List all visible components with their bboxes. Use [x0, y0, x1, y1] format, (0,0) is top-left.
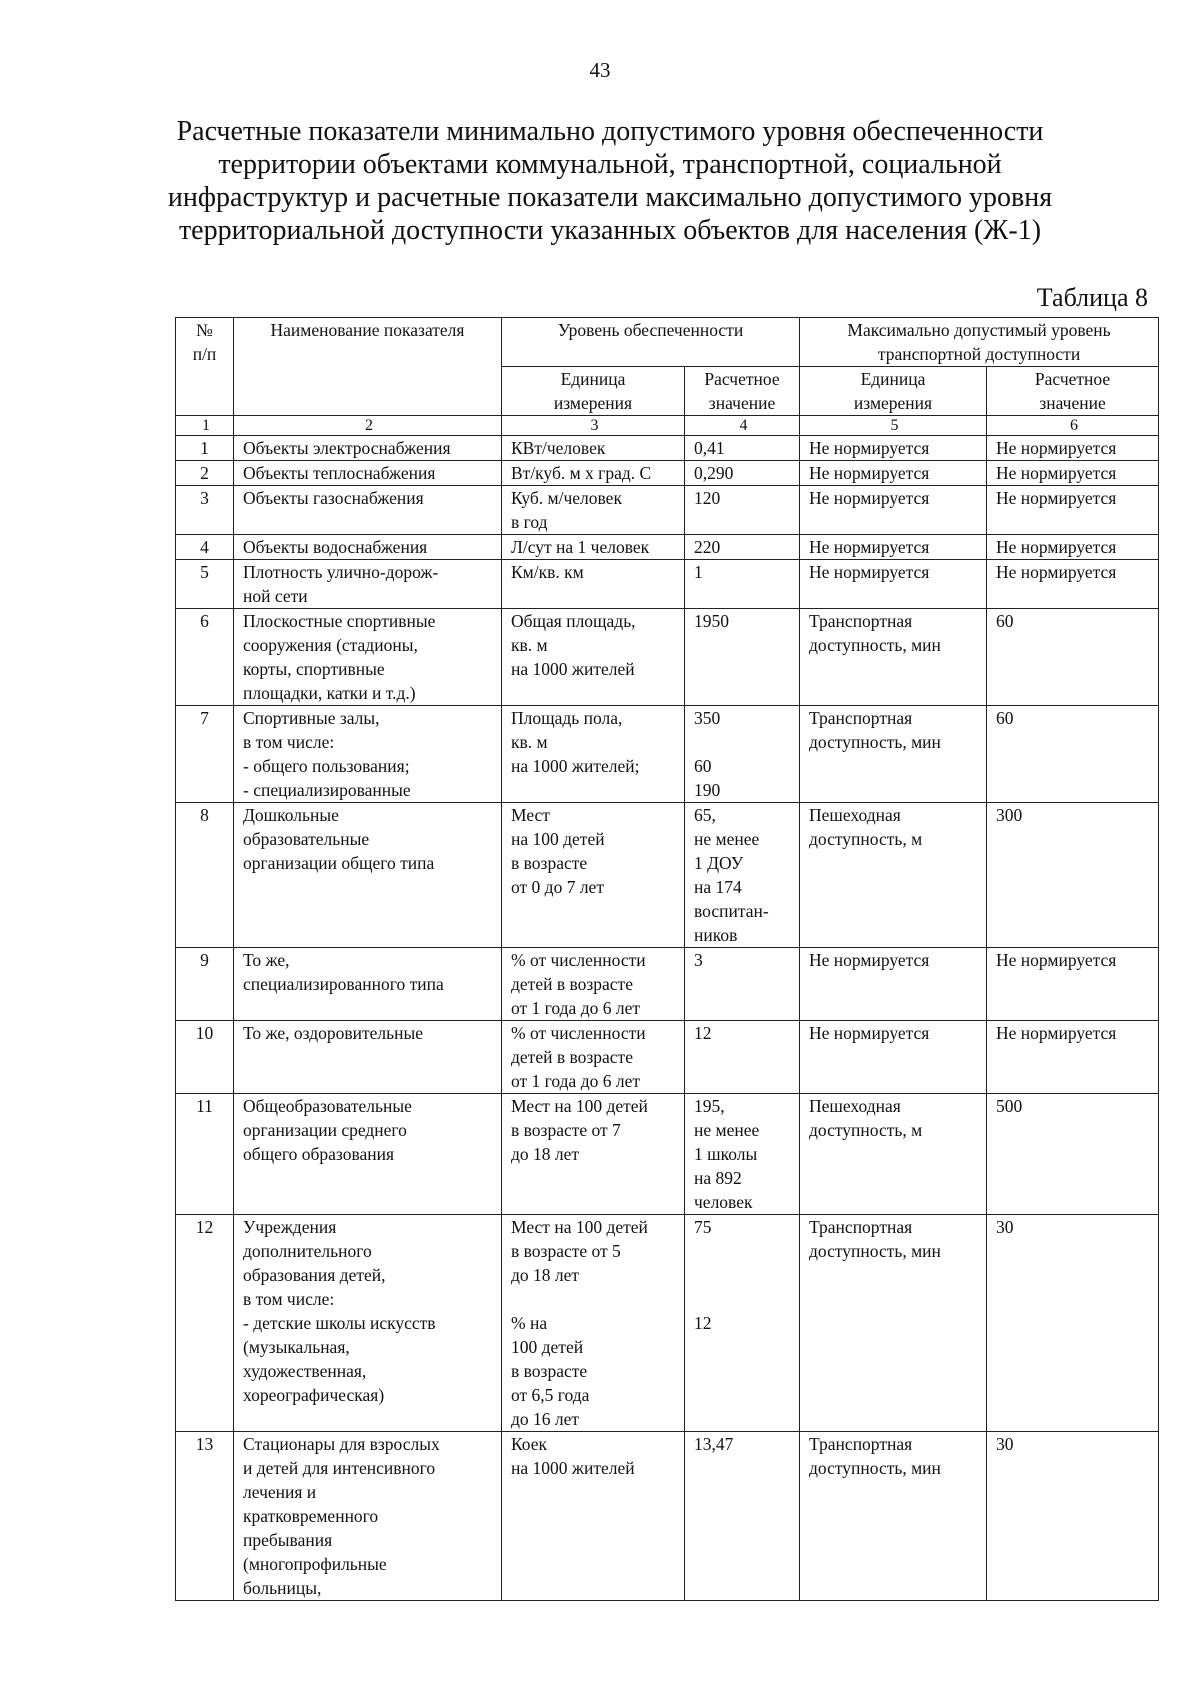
supply-unit-line: на 1000 жителей: [511, 1458, 635, 1478]
indicator-name-line: Спортивные залы,: [243, 708, 380, 728]
supply-value-line: 0,41: [694, 438, 725, 458]
supply-value-line: не менее: [694, 1120, 760, 1140]
header-max-access-line: Максимально допустимый уровень: [847, 320, 1111, 340]
access-unit-line: доступность, мин: [809, 635, 941, 655]
supply-unit: [502, 803, 685, 948]
header-supply-level: Уровень обеспеченности: [502, 318, 800, 367]
header-name: Наименование показателя: [234, 318, 502, 416]
supply-value-line: 65,: [694, 805, 716, 825]
row-number: 10: [176, 1021, 234, 1094]
access-value: [987, 560, 1159, 609]
supply-unit-line: Мест на 100 детей: [511, 1096, 648, 1116]
supply-value: [685, 560, 800, 609]
supply-value-line: 195,: [694, 1096, 725, 1116]
header-access-unit: [800, 367, 987, 416]
access-value: [987, 486, 1159, 535]
access-value: [987, 948, 1159, 1021]
header-access-value-line: Расчетное: [1034, 369, 1111, 389]
indicator-name-line: Объекты газоснабжения: [243, 488, 424, 508]
supply-value-line: не менее: [694, 829, 760, 849]
indicator-name-line: - специализированные: [243, 780, 411, 800]
column-number: 3: [502, 416, 685, 436]
header-access-unit-line: измерения: [853, 393, 933, 413]
indicator-name-line: хореографическая): [243, 1385, 385, 1405]
header-num-line: №: [196, 320, 213, 340]
supply-unit-line: на 1000 жителей;: [511, 756, 640, 776]
supply-unit-line: Мест: [511, 805, 550, 825]
access-value-line: Не нормируется: [996, 438, 1117, 458]
table-caption: Таблица 8: [1036, 283, 1148, 312]
supply-value-line: 0,290: [694, 463, 734, 483]
access-unit: [800, 948, 987, 1021]
supply-unit-line: на 1000 жителей: [511, 659, 635, 679]
indicator-name-line: (многопрофильные: [243, 1554, 387, 1574]
supply-unit: [502, 1094, 685, 1215]
access-unit: [800, 560, 987, 609]
supply-unit: [502, 461, 685, 486]
supply-unit-line: кв. м: [511, 635, 548, 655]
indicator-name-line: Учреждения: [243, 1217, 337, 1237]
header-unit: [502, 367, 685, 416]
row-number: 12: [176, 1215, 234, 1432]
supply-unit-line: Л/сут на 1 человек: [511, 537, 650, 557]
access-value-line: Не нормируется: [996, 537, 1117, 557]
title-line: территории объектами коммунальной, транспортной, социальной: [218, 149, 1002, 180]
access-unit-line: Не нормируется: [809, 463, 930, 483]
row-number: 13: [176, 1432, 234, 1601]
supply-value: [685, 803, 800, 948]
access-unit: [800, 1432, 987, 1601]
supply-value-line: 1: [694, 562, 703, 582]
supply-value: [685, 1094, 800, 1215]
table-row: [176, 706, 1159, 803]
access-value-line: 30: [996, 1434, 1014, 1454]
title-line: Расчетные показатели минимально допустимого уровня обеспеченности: [176, 116, 1044, 147]
indicator-name: [234, 560, 502, 609]
supply-unit-line: Мест на 100 детей: [511, 1217, 648, 1237]
table-row: [176, 609, 1159, 706]
header-access-value-line: значение: [1039, 393, 1106, 413]
access-value-line: Не нормируется: [996, 463, 1117, 483]
supply-value: [685, 609, 800, 706]
supply-unit-line: от 6,5 года: [511, 1385, 590, 1405]
indicator-name: [234, 609, 502, 706]
supply-unit-line: % на: [511, 1313, 548, 1333]
supply-value: [685, 535, 800, 560]
supply-unit-line: до 18 лет: [511, 1265, 580, 1285]
supply-unit-line: до 16 лет: [511, 1409, 580, 1429]
indicator-name-line: организации общего типа: [243, 853, 435, 873]
supply-unit-line: % от численности: [511, 950, 646, 970]
header-max-access-line: транспортной доступности: [877, 344, 1081, 364]
indicator-name-line: сооружения (стадионы,: [243, 635, 418, 655]
access-unit-line: Пешеходная: [809, 805, 901, 825]
supply-value-line: [694, 1263, 793, 1287]
supply-unit-line: Коек: [511, 1434, 548, 1454]
access-unit-line: Транспортная: [809, 708, 913, 728]
supply-unit-line: Км/кв. км: [511, 562, 584, 582]
column-numbers-row: [176, 416, 1159, 436]
supply-value-line: 350: [694, 708, 721, 728]
access-value: [987, 803, 1159, 948]
supply-value: [685, 436, 800, 461]
indicator-name-line: и детей для интенсивного: [243, 1458, 436, 1478]
indicator-name-line: художественная,: [243, 1361, 367, 1381]
indicator-name-line: Стационары для взрослых: [243, 1434, 440, 1454]
column-number: 5: [800, 416, 987, 436]
row-number: 2: [176, 461, 234, 486]
header-num-line: п/п: [192, 344, 217, 364]
access-unit: [800, 486, 987, 535]
supply-unit: [502, 535, 685, 560]
table-row: [176, 1021, 1159, 1094]
access-value: [987, 1021, 1159, 1094]
indicator-name-line: кратковременного: [243, 1506, 379, 1526]
table-row: [176, 560, 1159, 609]
access-value-line: 300: [996, 805, 1023, 825]
indicator-name-line: специализированного типа: [243, 974, 444, 994]
indicator-name-line: Объекты водоснабжения: [243, 537, 428, 557]
indicator-name-line: - общего пользования;: [243, 756, 410, 776]
access-unit: [800, 706, 987, 803]
access-unit-line: доступность, мин: [809, 1241, 941, 1261]
indicator-name-line: дополнительного: [243, 1241, 372, 1261]
supply-value-line: [694, 1239, 793, 1263]
indicator-name: [234, 948, 502, 1021]
row-number: 5: [176, 560, 234, 609]
row-number: 11: [176, 1094, 234, 1215]
access-value: [987, 609, 1159, 706]
access-value-line: 500: [996, 1096, 1023, 1116]
indicator-name-line: (музыкальная,: [243, 1337, 350, 1357]
access-unit: [800, 436, 987, 461]
column-number: 4: [685, 416, 800, 436]
indicator-name-line: лечения и: [243, 1482, 317, 1502]
supply-unit-line: Куб. м/человек: [511, 488, 622, 508]
access-value: [987, 1432, 1159, 1601]
supply-value-line: 1950: [694, 611, 729, 631]
supply-value: [685, 706, 800, 803]
indicator-name: [234, 1432, 502, 1601]
header-value: [685, 367, 800, 416]
indicator-name-line: больницы,: [243, 1578, 322, 1598]
indicator-name-line: Объекты электроснабжения: [243, 438, 451, 458]
supply-unit: [502, 1432, 685, 1601]
supply-unit-line: Вт/куб. м х град. С: [511, 463, 652, 483]
row-number: 6: [176, 609, 234, 706]
supply-value-line: 12: [694, 1023, 712, 1043]
supply-unit: [502, 948, 685, 1021]
supply-value: [685, 1215, 800, 1432]
supply-unit-line: КВт/человек: [511, 438, 606, 458]
access-unit: [800, 1021, 987, 1094]
column-number: 1: [176, 416, 234, 436]
header-value-line: значение: [708, 393, 776, 413]
table-row: [176, 1432, 1159, 1601]
supply-value-line: 3: [694, 950, 703, 970]
row-number: 1: [176, 436, 234, 461]
supply-unit-line: [511, 1287, 678, 1311]
access-unit-line: Не нормируется: [809, 950, 930, 970]
indicator-name-line: - детские школы искусств: [243, 1313, 436, 1333]
row-number: 4: [176, 535, 234, 560]
indicators-table: [175, 317, 1159, 1601]
access-unit: [800, 803, 987, 948]
access-value: [987, 461, 1159, 486]
supply-unit-line: от 0 до 7 лет: [511, 877, 604, 897]
table-row: [176, 535, 1159, 560]
access-value-line: Не нормируется: [996, 950, 1117, 970]
supply-value: [685, 948, 800, 1021]
access-value-line: 60: [996, 708, 1014, 728]
table-row: [176, 436, 1159, 461]
indicator-name: [234, 535, 502, 560]
access-unit-line: Не нормируется: [809, 537, 930, 557]
access-value: [987, 436, 1159, 461]
access-unit: [800, 1094, 987, 1215]
supply-unit-line: детей в возрасте: [511, 974, 633, 994]
access-unit-line: Пешеходная: [809, 1096, 901, 1116]
indicator-name: [234, 486, 502, 535]
header-unit-line: Единица: [560, 369, 626, 389]
row-number: 7: [176, 706, 234, 803]
header-num: [176, 318, 234, 416]
access-value-line: Не нормируется: [996, 562, 1117, 582]
access-unit-line: Не нормируется: [809, 438, 930, 458]
indicator-name: [234, 706, 502, 803]
access-unit-line: Транспортная: [809, 1217, 913, 1237]
access-unit-line: доступность, мин: [809, 1458, 941, 1478]
supply-value-line: 190: [694, 780, 721, 800]
access-value: [987, 1094, 1159, 1215]
supply-unit-line: кв. м: [511, 732, 548, 752]
supply-value-line: [694, 730, 793, 754]
table-row: [176, 461, 1159, 486]
table-body: [176, 436, 1159, 1601]
header-value-line: Расчетное: [704, 369, 780, 389]
table-row: [176, 948, 1159, 1021]
access-unit: [800, 461, 987, 486]
indicator-name-line: в том числе:: [243, 732, 335, 752]
supply-unit-line: в возрасте от 7: [511, 1120, 621, 1140]
supply-unit: [502, 706, 685, 803]
indicator-name-line: ной сети: [243, 586, 308, 606]
indicator-name-line: общего образования: [243, 1144, 395, 1164]
access-value-line: 60: [996, 611, 1014, 631]
table-row: [176, 1215, 1159, 1432]
access-unit-line: Не нормируется: [809, 562, 930, 582]
indicator-name: [234, 461, 502, 486]
header-access-value: [987, 367, 1159, 416]
access-value: [987, 706, 1159, 803]
access-value: [987, 1215, 1159, 1432]
supply-value: [685, 461, 800, 486]
supply-value-line: ников: [694, 925, 738, 945]
supply-unit: [502, 609, 685, 706]
access-unit: [800, 1215, 987, 1432]
indicator-name-line: площадки, катки и т.д.): [243, 683, 416, 703]
title-line: инфраструктур и расчетные показатели максимально допустимого уровня: [167, 182, 1053, 213]
title-line: территориальной доступности указанных объектов для населения (Ж-1): [178, 215, 1042, 246]
header-unit-line: измерения: [553, 393, 633, 413]
table-row: [176, 1094, 1159, 1215]
supply-unit-line: в возрасте: [511, 1361, 588, 1381]
indicator-name-line: Объекты теплоснабжения: [243, 463, 436, 483]
indicator-name-line: Плоскостные спортивные: [243, 611, 436, 631]
supply-unit: [502, 486, 685, 535]
supply-unit: [502, 1215, 685, 1432]
column-number: 6: [987, 416, 1159, 436]
indicator-name-line: Дошкольные: [243, 805, 339, 825]
supply-unit-line: от 1 года до 6 лет: [511, 1071, 641, 1091]
access-unit: [800, 609, 987, 706]
table-row: [176, 486, 1159, 535]
indicator-name-line: корты, спортивные: [243, 659, 385, 679]
supply-unit-line: 100 детей: [511, 1337, 584, 1357]
indicator-name-line: образования детей,: [243, 1265, 386, 1285]
column-number: 2: [234, 416, 502, 436]
supply-unit: [502, 1021, 685, 1094]
access-unit-line: Не нормируется: [809, 488, 930, 508]
table-header: [176, 318, 1159, 436]
supply-unit: [502, 560, 685, 609]
supply-value-line: воспитан-: [694, 901, 769, 921]
supply-unit-line: от 1 года до 6 лет: [511, 998, 641, 1018]
supply-unit-line: в возрасте: [511, 853, 588, 873]
supply-value-line: 1 школы: [694, 1144, 758, 1164]
supply-value-line: 12: [694, 1313, 712, 1333]
indicator-name-line: То же,: [243, 950, 290, 970]
indicator-name: [234, 1021, 502, 1094]
supply-unit-line: на 100 детей: [511, 829, 605, 849]
access-unit-line: Не нормируется: [809, 1023, 930, 1043]
header-access-unit-line: Единица: [860, 369, 926, 389]
indicator-name-line: образовательные: [243, 829, 370, 849]
indicator-name-line: Плотность улично-дорож-: [243, 562, 439, 582]
supply-unit: [502, 436, 685, 461]
access-unit-line: Транспортная: [809, 611, 913, 631]
supply-value-line: [694, 1287, 793, 1311]
indicator-name: [234, 1215, 502, 1432]
supply-unit-line: в возрасте от 5: [511, 1241, 621, 1261]
row-number: 8: [176, 803, 234, 948]
supply-value-line: 13,47: [694, 1434, 734, 1454]
access-value-line: Не нормируется: [996, 1023, 1117, 1043]
access-value-line: Не нормируется: [996, 488, 1117, 508]
supply-value-line: на 892: [694, 1168, 742, 1188]
supply-value-line: 60: [694, 756, 712, 776]
access-value-line: 30: [996, 1217, 1014, 1237]
indicator-name: [234, 1094, 502, 1215]
row-number: 3: [176, 486, 234, 535]
supply-value-line: на 174: [694, 877, 742, 897]
indicator-name-line: Общеобразовательные: [243, 1096, 412, 1116]
table-row: [176, 803, 1159, 948]
indicator-name-line: в том числе:: [243, 1289, 335, 1309]
supply-value-line: 220: [694, 537, 721, 557]
indicator-name-line: организации среднего: [243, 1120, 407, 1140]
indicator-name: [234, 436, 502, 461]
access-unit-line: доступность, м: [809, 1120, 923, 1140]
supply-value-line: 75: [694, 1217, 712, 1237]
supply-unit-line: Площадь пола,: [511, 708, 623, 728]
access-value: [987, 535, 1159, 560]
header-max-access: [800, 318, 1159, 367]
supply-value: [685, 1021, 800, 1094]
document-title: [150, 115, 1070, 247]
indicator-name: [234, 803, 502, 948]
supply-value-line: 1 ДОУ: [694, 853, 744, 873]
access-unit-line: доступность, мин: [809, 732, 941, 752]
access-unit-line: Транспортная: [809, 1434, 913, 1454]
supply-unit-line: до 18 лет: [511, 1144, 580, 1164]
supply-unit-line: в год: [511, 512, 548, 532]
supply-unit-line: Общая площадь,: [511, 611, 636, 631]
supply-value-line: 120: [694, 488, 721, 508]
row-number: 9: [176, 948, 234, 1021]
access-unit: [800, 535, 987, 560]
indicator-name-line: То же, оздоровительные: [243, 1023, 424, 1043]
indicator-name-line: пребывания: [243, 1530, 333, 1550]
supply-value-line: человек: [694, 1192, 753, 1212]
supply-unit-line: % от численности: [511, 1023, 646, 1043]
supply-unit-line: детей в возрасте: [511, 1047, 633, 1067]
supply-value: [685, 1432, 800, 1601]
page-number: 43: [589, 58, 611, 82]
access-unit-line: доступность, м: [809, 829, 923, 849]
supply-value: [685, 486, 800, 535]
